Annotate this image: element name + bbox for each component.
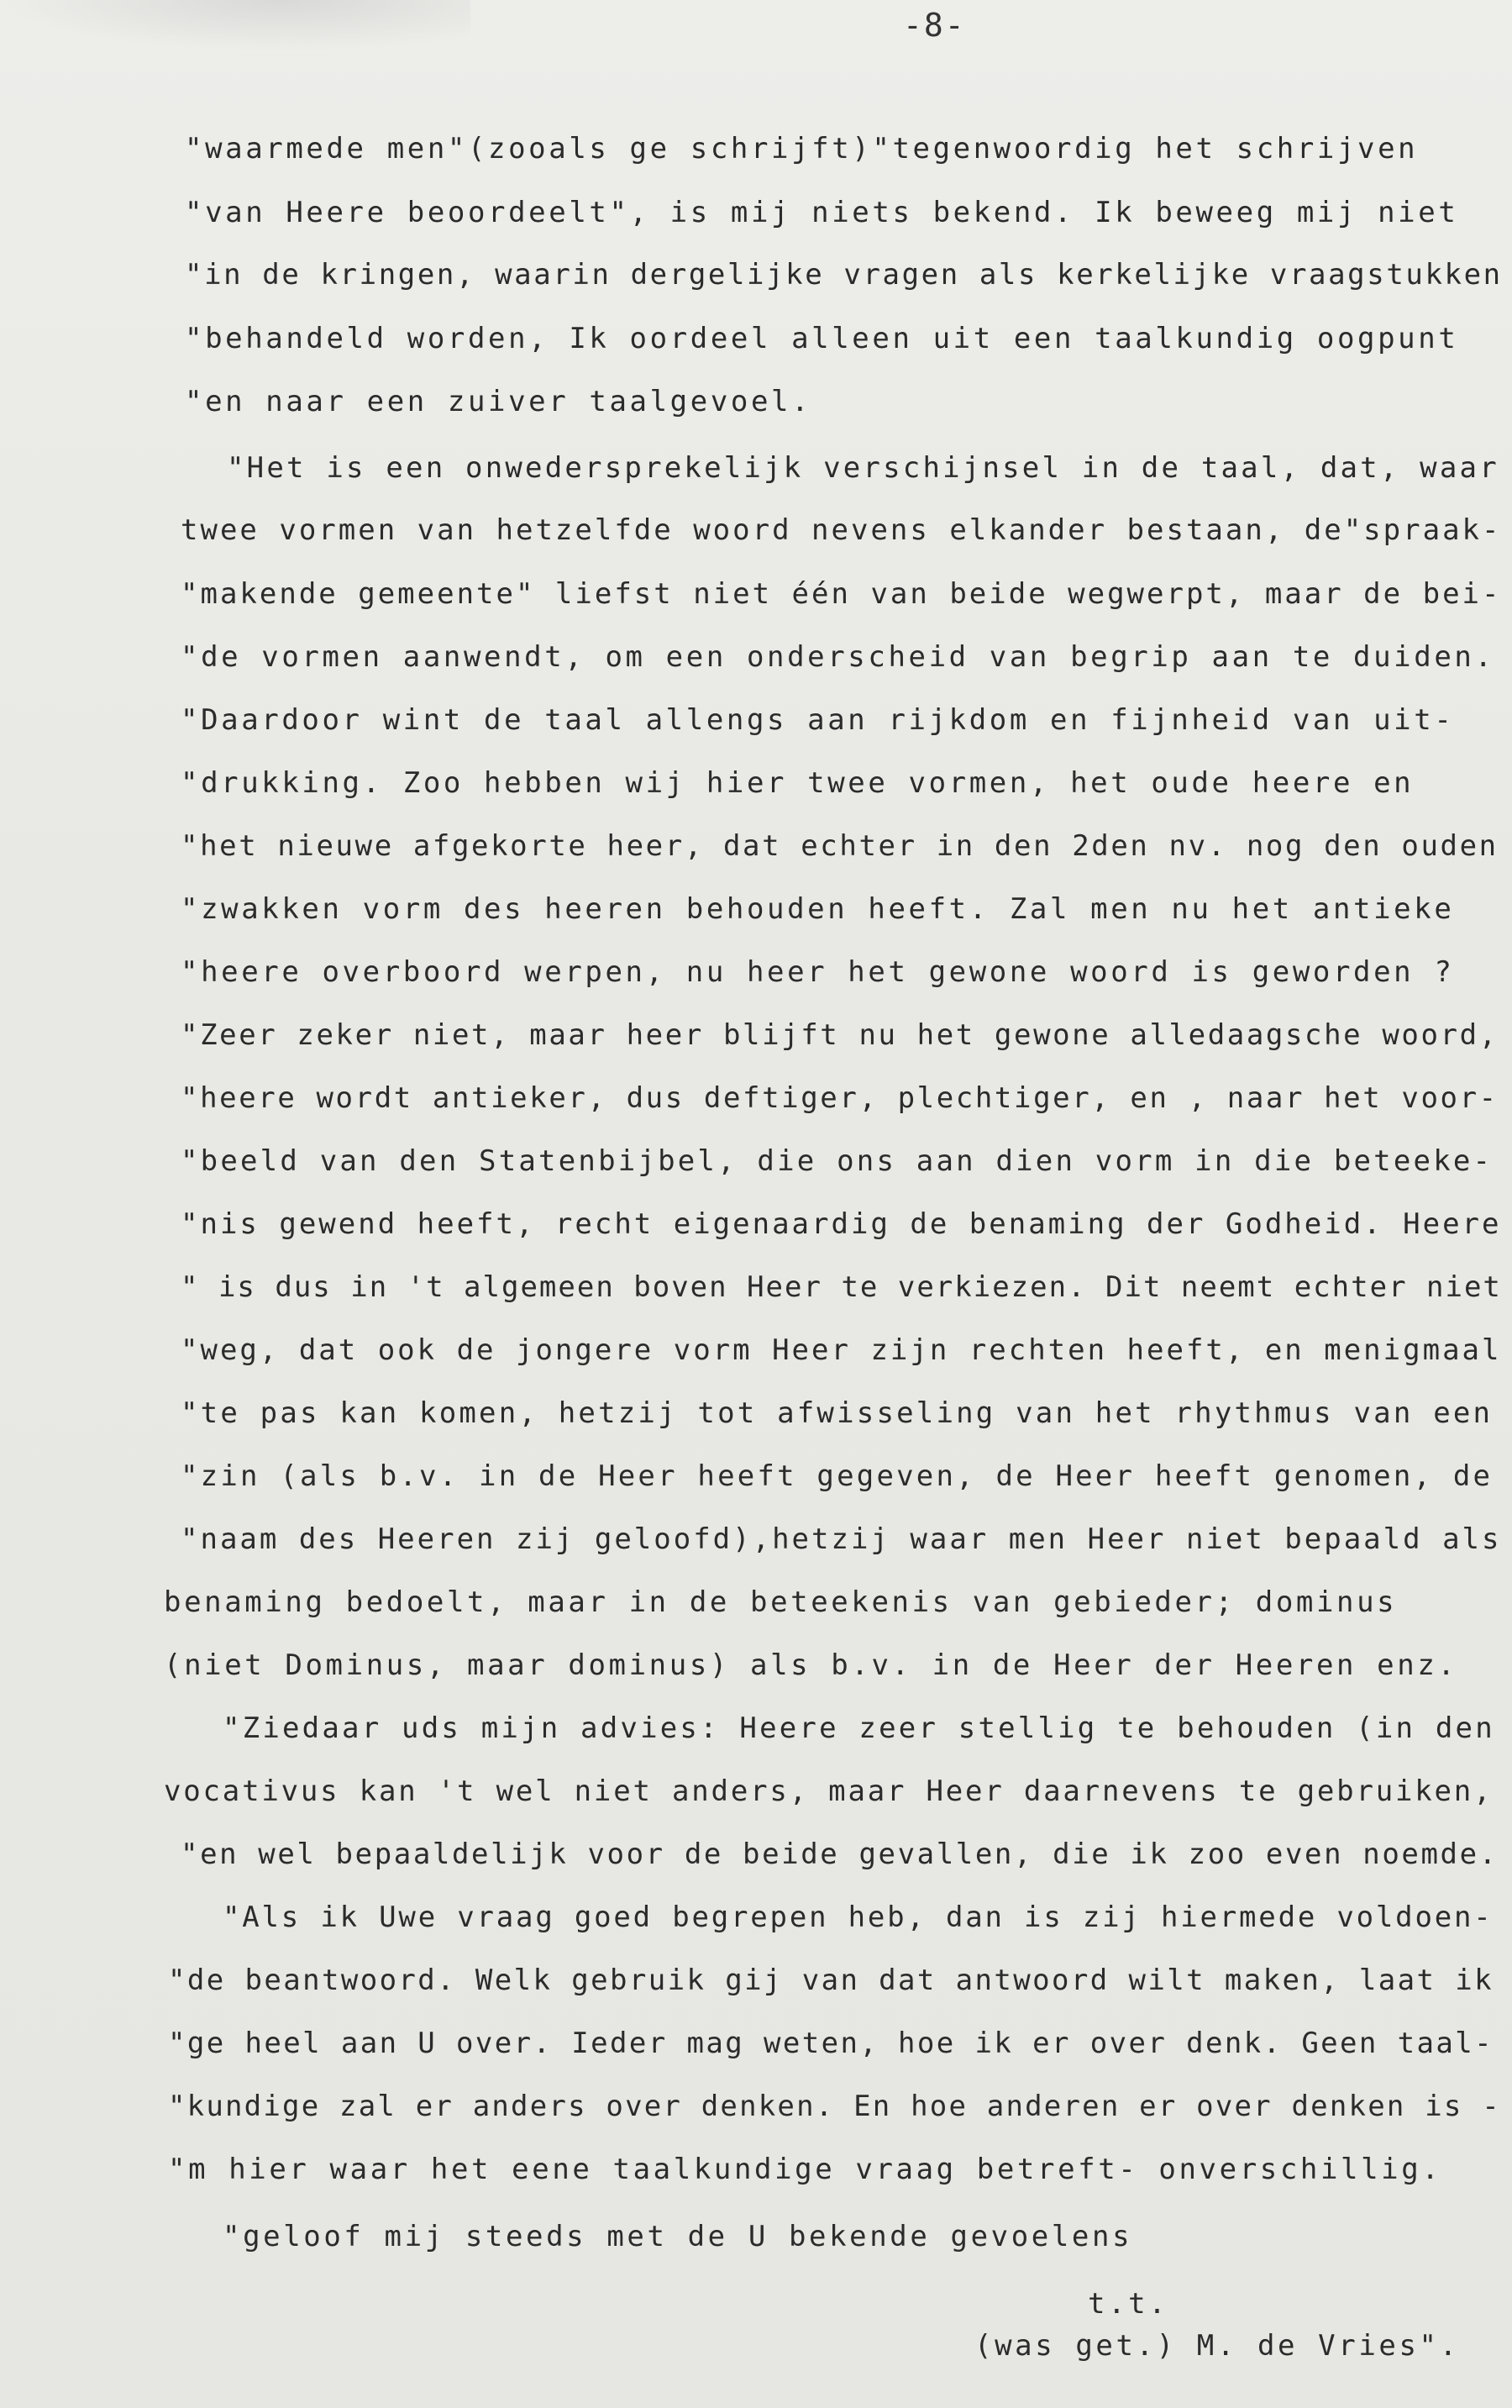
text-line: " is dus in 't algemeen boven Heer te verkiezen. Dit neemt echter niet (181, 1270, 1502, 1304)
text-line: "naam des Heeren zij geloofd),hetzij waar men Heer niet bepaald als (181, 1522, 1502, 1556)
text-line: "te pas kan komen, hetzij tot afwisseling van het rhythmus van een (181, 1396, 1494, 1430)
text-line: "zwakken vorm des heeren behouden heeft. Zal men nu het antieke (181, 892, 1455, 926)
text-line: "waarmede men"(zooals ge schrijft)"tegenwoordig het schrijven (185, 132, 1419, 166)
text-line: twee vormen van hetzelfde woord nevens elkander bestaan, de"spraak- (181, 513, 1502, 547)
text-line: "weg, dat ook de jongere vorm Heer zijn rechten heeft, en menigmaal (181, 1333, 1502, 1367)
text-line: "nis gewend heeft, recht eigenaardig de benaming der Godheid. Heere (181, 1207, 1502, 1241)
text-line: "Daardoor wint de taal allengs aan rijkdom en fijnheid van uit- (181, 703, 1455, 737)
text-line: "makende gemeente" liefst niet één van beide wegwerpt, maar de bei- (181, 577, 1502, 611)
text-line: "Het is een onwedersprekelijk verschijnsel in de taal, dat, waar (227, 451, 1499, 485)
text-line: "van Heere beoordeelt", is mij niets bekend. Ik beweeg mij niet (185, 196, 1459, 229)
text-line: "beeld van den Statenbijbel, die ons aan dien vorm in die beteeke- (181, 1144, 1494, 1178)
text-line: "drukking. Zoo hebben wij hier twee vormen, het oude heere en (181, 766, 1415, 800)
text-line: "Zeer zeker niet, maar heer blijft nu het gewone alledaagsche woord, (181, 1018, 1499, 1052)
text-line: "Als ik Uwe vraag goed begrepen heb, dan is zij hiermede voldoen- (223, 1901, 1494, 1934)
text-line: "ge heel aan U over. Ieder mag weten, hoe ik er over denk. Geen taal- (168, 2027, 1494, 2060)
text-line: "het nieuwe afgekorte heer, dat echter in den 2den nv. nog den ouden (181, 829, 1499, 863)
text-line: "de beantwoord. Welk gebruik gij van dat antwoord wilt maken, laat ik (168, 1964, 1494, 1997)
text-line: vocativus kan 't wel niet anders, maar Heer daarnevens te gebruiken, (164, 1774, 1494, 1808)
text-line: "behandeld worden, Ik oordeel alleen uit een taalkundig oogpunt (185, 322, 1459, 355)
text-line: "heere wordt antieker, dus deftiger, plechtiger, en , naar het voor- (181, 1081, 1499, 1115)
text-line: "kundige zal er anders over denken. En hoe anderen er over denken is - (168, 2090, 1501, 2123)
page-number: -8- (903, 7, 966, 44)
text-line: "in de kringen, waarin dergelijke vragen als kerkelijke vraagstukken (185, 258, 1503, 292)
text-line: "Ziedaar uds mijn advies: Heere zeer stellig te behouden (in den (223, 1711, 1495, 1745)
signature-line: (was get.) M. de Vries". (974, 2329, 1460, 2363)
closing-tt: t.t. (1088, 2287, 1169, 2321)
text-line: (niet Dominus, maar dominus) als b.v. in de Heer der Heeren enz. (164, 1648, 1458, 1682)
text-line: "de vormen aanwendt, om een onderscheid van begrip aan te duiden. (181, 640, 1495, 674)
text-line: benaming bedoelt, maar in de beteekenis van gebieder; dominus (164, 1585, 1398, 1619)
text-line: "en wel bepaaldelijk voor de beide gevallen, die ik zoo even noemde. (181, 1838, 1499, 1871)
text-line: "m hier waar het eene taalkundige vraag betreft- onverschillig. (168, 2153, 1442, 2186)
text-line: "heere overboord werpen, nu heer het gewone woord is geworden ? (181, 955, 1455, 989)
text-line: "geloof mij steeds met de U bekende gevoelens (223, 2220, 1133, 2253)
text-line: "zin (als b.v. in de Heer heeft gegeven, de Heer heeft genomen, de (181, 1459, 1494, 1493)
text-line: "en naar een zuiver taalgevoel. (185, 385, 812, 418)
